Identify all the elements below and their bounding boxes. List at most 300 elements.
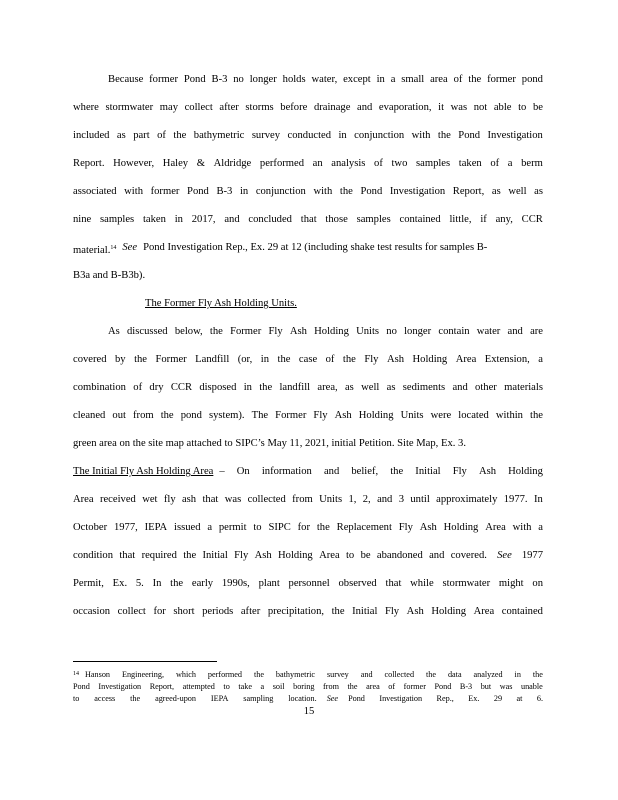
word: landfill bbox=[279, 382, 311, 393]
word: Pond bbox=[183, 74, 206, 85]
word: former bbox=[487, 74, 516, 85]
word: in bbox=[174, 214, 183, 225]
word: stormwater bbox=[442, 578, 491, 589]
word: bathymetric bbox=[193, 130, 245, 141]
word: taken bbox=[458, 158, 482, 169]
word: & bbox=[196, 158, 205, 169]
word: Report, bbox=[452, 186, 485, 197]
word: nine bbox=[73, 214, 92, 225]
word: 3 bbox=[398, 494, 405, 505]
word: which bbox=[175, 670, 196, 679]
word: In bbox=[533, 494, 543, 505]
paragraph-line bbox=[73, 241, 543, 258]
word: occasion bbox=[73, 606, 111, 617]
word: covered bbox=[73, 354, 107, 365]
word: by bbox=[115, 354, 126, 365]
word: the bbox=[277, 354, 291, 365]
word: Rep., bbox=[436, 694, 454, 703]
word: the bbox=[130, 694, 141, 703]
word: Pond bbox=[187, 186, 209, 197]
word: in bbox=[260, 354, 270, 365]
word: (or, bbox=[237, 354, 253, 365]
paragraph-line bbox=[73, 101, 543, 115]
word: longer bbox=[249, 74, 277, 85]
word: may bbox=[159, 102, 178, 113]
word: until bbox=[410, 494, 430, 505]
word: where bbox=[73, 102, 99, 113]
word: the bbox=[253, 670, 264, 679]
word: Hanson bbox=[85, 670, 111, 679]
word: from bbox=[133, 410, 154, 421]
word: be bbox=[532, 102, 543, 113]
paragraph-line bbox=[73, 185, 543, 199]
word: the bbox=[183, 550, 197, 561]
footnote-line bbox=[73, 669, 543, 680]
paragraph-line bbox=[73, 521, 543, 535]
subheading-text: The Initial Fly Ash Holding Area bbox=[73, 466, 214, 477]
word: the bbox=[173, 130, 187, 141]
word: former bbox=[403, 682, 426, 691]
footnote-line bbox=[73, 681, 543, 692]
word: a bbox=[260, 682, 265, 691]
word: SIPC bbox=[268, 522, 291, 533]
paragraph-line bbox=[73, 157, 543, 171]
word: 5. bbox=[135, 578, 144, 589]
word: Holding bbox=[314, 326, 349, 337]
word: observed bbox=[338, 578, 377, 589]
word: of bbox=[490, 158, 500, 169]
text-span bbox=[219, 465, 543, 479]
word: ash bbox=[181, 494, 197, 505]
word: Ash bbox=[419, 522, 437, 533]
word: Investigation bbox=[379, 694, 423, 703]
word: to bbox=[518, 102, 527, 113]
word: the bbox=[530, 410, 543, 421]
word: in bbox=[376, 74, 385, 85]
word: Landfill bbox=[195, 354, 230, 365]
word: plant bbox=[258, 578, 280, 589]
word: longer bbox=[404, 326, 432, 337]
word: Report. bbox=[73, 158, 105, 169]
word: disposed bbox=[199, 382, 237, 393]
word: the bbox=[347, 682, 358, 691]
word: included bbox=[73, 130, 110, 141]
word: but bbox=[480, 682, 492, 691]
word: – bbox=[219, 466, 225, 477]
word: belief, bbox=[351, 466, 379, 477]
word: with bbox=[313, 186, 333, 197]
word: it bbox=[438, 102, 445, 113]
word: Units bbox=[356, 326, 380, 337]
word: boring bbox=[293, 682, 315, 691]
word: Ex. bbox=[112, 578, 128, 589]
word: the bbox=[209, 326, 223, 337]
word: case bbox=[298, 354, 318, 365]
word: soil bbox=[272, 682, 285, 691]
word: and bbox=[357, 102, 373, 113]
word: Replacement bbox=[336, 522, 392, 533]
word: water bbox=[476, 326, 501, 337]
word: conjunction bbox=[354, 130, 405, 141]
word: of bbox=[374, 158, 383, 169]
word: Area bbox=[73, 494, 94, 505]
word: survey bbox=[326, 670, 349, 679]
word: pond bbox=[521, 74, 543, 85]
word: The bbox=[251, 410, 269, 421]
footnote-marker: 14 bbox=[73, 671, 79, 677]
word: below, bbox=[174, 326, 203, 337]
text-span bbox=[348, 693, 543, 704]
word: to bbox=[73, 694, 80, 703]
footnote-ref: 14 bbox=[110, 245, 117, 251]
word: Ash bbox=[289, 326, 307, 337]
page-number: 15 bbox=[303, 706, 315, 717]
word: Holding bbox=[443, 522, 479, 533]
paragraph-line bbox=[73, 549, 543, 563]
word: Holding bbox=[508, 466, 543, 477]
word: IEPA bbox=[144, 522, 168, 533]
word: that bbox=[385, 578, 402, 589]
word: before bbox=[280, 102, 308, 113]
footnote-separator bbox=[73, 661, 217, 662]
heading-text: The Former Fly Ash Holding Units. bbox=[145, 298, 297, 309]
word: Holding bbox=[431, 606, 467, 617]
word: wet bbox=[142, 494, 158, 505]
word: were bbox=[430, 410, 452, 421]
word: a bbox=[538, 522, 543, 533]
word: Area bbox=[485, 522, 506, 533]
word: within bbox=[495, 410, 523, 421]
word: CCR bbox=[521, 214, 543, 225]
word: as bbox=[344, 382, 354, 393]
word: area bbox=[430, 74, 448, 85]
word: dry bbox=[149, 382, 164, 393]
word: on bbox=[532, 578, 543, 589]
word: the bbox=[316, 522, 330, 533]
word: Pond bbox=[348, 694, 365, 703]
word: Former bbox=[155, 354, 187, 365]
word: well bbox=[361, 382, 380, 393]
word: located bbox=[458, 410, 489, 421]
word: and bbox=[452, 382, 468, 393]
word: IEPA bbox=[210, 694, 229, 703]
word: information bbox=[261, 466, 312, 477]
word: at bbox=[516, 694, 523, 703]
word: the bbox=[437, 130, 451, 141]
word: evaporation, bbox=[378, 102, 432, 113]
word: a bbox=[207, 522, 213, 533]
word: the bbox=[331, 606, 345, 617]
word: former bbox=[149, 74, 178, 85]
word: Initial bbox=[202, 550, 228, 561]
word: are bbox=[530, 326, 543, 337]
word: from bbox=[323, 682, 339, 691]
word: Investigation bbox=[389, 186, 446, 197]
paragraph-line bbox=[108, 73, 543, 87]
word: Ash bbox=[478, 466, 497, 477]
word: pond bbox=[180, 410, 202, 421]
word: after bbox=[240, 606, 261, 617]
text-span bbox=[85, 669, 543, 680]
word: unable bbox=[520, 682, 543, 691]
word: of bbox=[388, 682, 396, 691]
paragraph-line bbox=[73, 605, 543, 619]
word: In bbox=[152, 578, 162, 589]
paragraph-line bbox=[73, 381, 543, 395]
word: of bbox=[133, 382, 143, 393]
word: analyzed bbox=[473, 670, 503, 679]
paragraph-line bbox=[108, 325, 543, 339]
word: Ash bbox=[406, 606, 424, 617]
word: attempted bbox=[182, 682, 215, 691]
word: precipitation, bbox=[267, 606, 325, 617]
text-span: 1977 bbox=[521, 550, 543, 561]
word: 6. bbox=[536, 694, 543, 703]
word: a bbox=[538, 354, 543, 365]
word: Holding bbox=[278, 550, 313, 561]
word: if bbox=[480, 214, 487, 225]
word: well bbox=[508, 186, 527, 197]
word: Ex. bbox=[468, 694, 480, 703]
word: from bbox=[292, 494, 313, 505]
text-span: material.$^{14}$ bbox=[73, 245, 117, 256]
word: Pond bbox=[73, 682, 90, 691]
word: Ash bbox=[386, 354, 405, 365]
word: an bbox=[312, 158, 323, 169]
word: might bbox=[498, 578, 524, 589]
word: collect bbox=[117, 606, 146, 617]
word: permit bbox=[218, 522, 247, 533]
word: combination bbox=[73, 382, 126, 393]
word: Investigation bbox=[98, 682, 142, 691]
word: collected bbox=[247, 494, 286, 505]
text-span bbox=[73, 693, 317, 704]
word: and bbox=[377, 494, 393, 505]
word: Initial bbox=[415, 466, 441, 477]
word: 2017, bbox=[191, 214, 216, 225]
word: no bbox=[233, 74, 244, 85]
word: Aldridge bbox=[213, 158, 252, 169]
word: conducted bbox=[287, 130, 332, 141]
word: and bbox=[429, 550, 445, 561]
word: Pond bbox=[434, 682, 452, 691]
word: as bbox=[116, 130, 126, 141]
word: 1977. bbox=[503, 494, 528, 505]
word: Former bbox=[275, 410, 307, 421]
word: and bbox=[360, 670, 373, 679]
text-span bbox=[73, 549, 487, 563]
word: water, bbox=[311, 74, 338, 85]
word: 1990s, bbox=[221, 578, 250, 589]
word: after bbox=[219, 102, 239, 113]
text-span: green area on the site map attached to SIPC’s May 11, 2021, initial Petition. Site Map, Ex. 3. bbox=[73, 438, 466, 449]
word: received bbox=[99, 494, 136, 505]
paragraph-line bbox=[73, 409, 543, 423]
word: part bbox=[133, 130, 150, 141]
word: Because bbox=[108, 74, 144, 85]
word: As bbox=[108, 326, 120, 337]
word: a bbox=[390, 74, 396, 85]
word: performed bbox=[259, 158, 305, 169]
word: conjunction bbox=[255, 186, 306, 197]
word: sediments bbox=[402, 382, 446, 393]
word: short bbox=[173, 606, 195, 617]
word: two bbox=[391, 158, 408, 169]
word: Permit, bbox=[73, 578, 104, 589]
paragraph-line bbox=[73, 577, 543, 591]
word: sampling bbox=[243, 694, 274, 703]
word: early bbox=[191, 578, 214, 589]
word: the bbox=[468, 74, 482, 85]
word: However, bbox=[113, 158, 155, 169]
word: Ash bbox=[254, 550, 272, 561]
word: in bbox=[338, 130, 347, 141]
word: approximately bbox=[436, 494, 498, 505]
word: berm bbox=[521, 158, 543, 169]
word: and bbox=[507, 326, 523, 337]
word: Fly bbox=[398, 522, 413, 533]
word: in bbox=[514, 670, 521, 679]
see-signal: See bbox=[326, 694, 339, 703]
word: contained bbox=[399, 214, 441, 225]
word: bathymetric bbox=[275, 670, 316, 679]
word: small bbox=[401, 74, 425, 85]
paragraph-line bbox=[73, 213, 543, 227]
word: associated bbox=[73, 186, 117, 197]
word: Area bbox=[473, 606, 495, 617]
word: B-3 bbox=[459, 682, 473, 691]
word: as bbox=[491, 186, 501, 197]
word: for bbox=[153, 606, 166, 617]
word: 1977, bbox=[113, 522, 138, 533]
word: the bbox=[532, 670, 543, 679]
word: Initial bbox=[352, 606, 378, 617]
word: CCR bbox=[170, 382, 193, 393]
word: samples bbox=[356, 214, 391, 225]
word: 29 bbox=[493, 694, 503, 703]
word: Fly bbox=[452, 466, 467, 477]
word: analysis bbox=[331, 158, 366, 169]
word: be bbox=[360, 550, 371, 561]
word: samples bbox=[416, 158, 451, 169]
word: contain bbox=[438, 326, 470, 337]
word: was bbox=[450, 102, 468, 113]
word: fly bbox=[163, 494, 176, 505]
word: stormwater bbox=[105, 102, 154, 113]
word: Former bbox=[230, 326, 262, 337]
word: Fly bbox=[234, 550, 249, 561]
word: other bbox=[475, 382, 497, 393]
paragraph-line bbox=[73, 129, 543, 143]
text-span: B3a and B-B3b). bbox=[73, 270, 146, 281]
see-signal: See bbox=[122, 242, 138, 253]
word: to bbox=[223, 682, 230, 691]
word: system). bbox=[208, 410, 245, 421]
word: that bbox=[202, 494, 219, 505]
word: Fly bbox=[313, 410, 328, 421]
word: and bbox=[323, 466, 340, 477]
word: the bbox=[160, 410, 174, 421]
section-heading bbox=[145, 297, 297, 311]
word: that bbox=[300, 214, 317, 225]
word: data bbox=[447, 670, 462, 679]
word: Pond bbox=[458, 130, 481, 141]
word: a bbox=[507, 158, 513, 169]
word: covered. bbox=[450, 550, 487, 561]
word: condition bbox=[73, 550, 114, 561]
word: was bbox=[224, 494, 242, 505]
word: periods bbox=[202, 606, 234, 617]
word: the bbox=[425, 670, 436, 679]
word: the bbox=[390, 466, 404, 477]
word: Area bbox=[319, 550, 340, 561]
word: required bbox=[141, 550, 177, 561]
word: in bbox=[239, 186, 249, 197]
paragraph-line bbox=[73, 353, 543, 367]
word: Extension, bbox=[484, 354, 530, 365]
word: Investigation bbox=[487, 130, 543, 141]
word: the bbox=[342, 354, 356, 365]
word: those bbox=[325, 214, 348, 225]
word: the bbox=[134, 354, 148, 365]
word: to bbox=[345, 550, 355, 561]
paragraph-line bbox=[73, 437, 543, 451]
word: collect bbox=[184, 102, 213, 113]
word: of bbox=[325, 354, 335, 365]
word: abandoned bbox=[376, 550, 423, 561]
word: Holding bbox=[358, 410, 394, 421]
word: not bbox=[473, 102, 488, 113]
word: area, bbox=[317, 382, 338, 393]
word: little, bbox=[449, 214, 472, 225]
word: agreed-upon bbox=[155, 694, 196, 703]
word: taken bbox=[142, 214, 166, 225]
word: samples bbox=[100, 214, 135, 225]
word: while bbox=[410, 578, 434, 589]
word: with bbox=[411, 130, 431, 141]
word: survey bbox=[251, 130, 281, 141]
word: collected bbox=[384, 670, 415, 679]
word: able bbox=[493, 102, 512, 113]
word: discussed bbox=[127, 326, 168, 337]
word: as bbox=[534, 186, 543, 197]
word: that bbox=[119, 550, 136, 561]
word: take bbox=[238, 682, 252, 691]
word: issued bbox=[174, 522, 201, 533]
word: and bbox=[224, 214, 240, 225]
paragraph-line bbox=[73, 269, 543, 283]
word: as bbox=[386, 382, 396, 393]
word: access bbox=[94, 694, 116, 703]
word: except bbox=[343, 74, 371, 85]
word: Haley bbox=[162, 158, 189, 169]
word: performed bbox=[207, 670, 243, 679]
footnote-line bbox=[73, 693, 543, 704]
word: contained bbox=[501, 606, 543, 617]
word: of bbox=[157, 130, 166, 141]
word: of bbox=[453, 74, 463, 85]
word: was bbox=[499, 682, 513, 691]
word: Fly bbox=[384, 606, 400, 617]
word: Report, bbox=[149, 682, 175, 691]
word: out bbox=[112, 410, 126, 421]
word: Fly bbox=[268, 326, 283, 337]
word: to bbox=[253, 522, 262, 533]
word: the bbox=[170, 578, 184, 589]
text-span: Pond Investigation Rep., Ex. 29 at 12 (including shake test results for samples B- bbox=[143, 242, 488, 253]
word: storms bbox=[245, 102, 274, 113]
word: 2, bbox=[362, 494, 371, 505]
